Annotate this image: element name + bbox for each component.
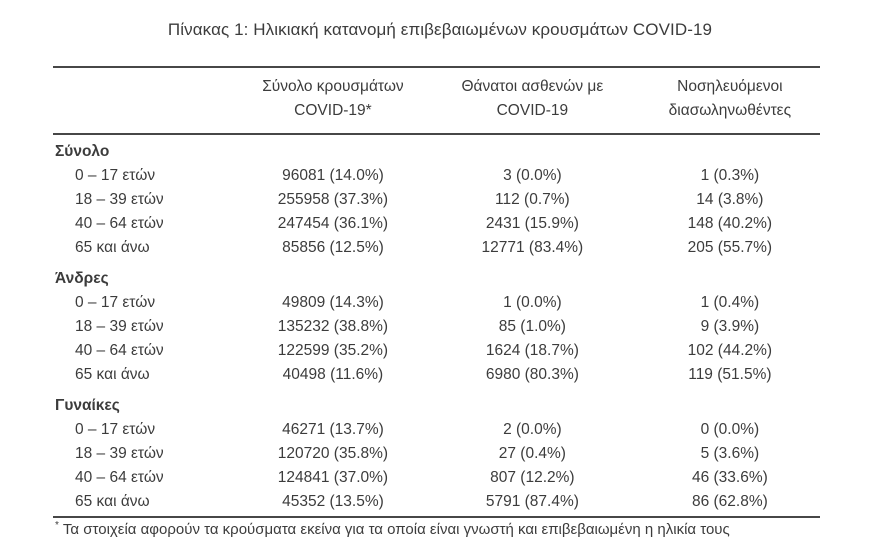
table-bottom-rule [53,516,820,518]
age-cell: 65 και άνω [75,239,150,256]
table-row [53,291,820,315]
intubated-cell: 46 (33.6%) [691,469,768,486]
section-label-cell: Άνδρες [55,270,109,287]
deaths-cell: 1 (0.0%) [503,294,562,311]
age-cell: 0 – 17 ετών [75,294,156,311]
intubated-cell: 119 (51.5%) [688,366,772,383]
deaths-cell: 2 (0.0%) [503,421,562,438]
age-cell: 40 – 64 ετών [75,469,164,486]
header-row [53,67,820,134]
cases-cell: 255958 (37.3%) [277,191,389,208]
intubated-cell: 9 (3.9%) [700,318,760,335]
age-cell: 65 και άνω [75,493,150,510]
age-cell: 18 – 39 ετών [75,318,164,335]
column-header-deaths-line2: COVID-19 [496,102,569,119]
age-cell: 18 – 39 ετών [75,191,164,208]
age-cell: 18 – 39 ετών [75,445,164,462]
footnote-text: Τα στοιχεία αφορούν τα κρούσματα εκείνα για τα οποία είναι γνωστή και επιβεβαιωμένη η ηλικία τους [62,521,730,538]
table-row [53,418,820,442]
section-row-women [53,389,820,418]
table-row [53,490,820,516]
footnote [55,521,820,538]
cases-cell: 45352 (13.5%) [282,493,384,510]
age-cell: 0 – 17 ετών [75,167,156,184]
cases-cell: 124841 (37.0%) [277,469,389,486]
cases-cell: 85856 (12.5%) [282,239,384,256]
age-cell: 40 – 64 ετών [75,342,164,359]
column-header-intubated-line1: Νοσηλευόμενοι [677,78,783,95]
table-row [53,315,820,339]
table-row [53,188,820,212]
deaths-cell: 3 (0.0%) [503,167,562,184]
section-row-men [53,262,820,291]
deaths-cell: 27 (0.4%) [498,445,566,462]
column-header-cases-line1: Σύνολο κρουσμάτων [262,78,404,95]
cases-cell: 46271 (13.7%) [282,421,384,438]
stats-table-wrap [53,66,820,538]
deaths-cell: 112 (0.7%) [495,191,570,208]
intubated-cell: 0 (0.0%) [700,421,760,438]
table-row [53,212,820,236]
deaths-cell: 6980 (80.3%) [485,366,579,383]
intubated-cell: 102 (44.2%) [687,342,773,359]
corner-cell [53,67,241,134]
section-label-cell: Σύνολο [55,143,110,160]
section-row-total [53,134,820,164]
intubated-cell: 148 (40.2%) [687,215,773,232]
intubated-cell: 1 (0.4%) [700,294,760,311]
intubated-cell: 14 (3.8%) [696,191,764,208]
column-header-deaths-line1: Θάνατοι ασθενών με [461,78,604,95]
table-row [53,236,820,262]
cases-cell: 120720 (35.8%) [277,445,389,462]
age-cell: 40 – 64 ετών [75,215,164,232]
table-row [53,164,820,188]
intubated-cell: 1 (0.3%) [700,167,760,184]
deaths-cell: 807 (12.2%) [490,469,575,486]
deaths-cell: 12771 (83.4%) [481,239,584,256]
deaths-cell: 2431 (15.9%) [485,215,579,232]
column-header-cases-line2: COVID-19* [294,102,372,119]
deaths-cell: 85 (1.0%) [498,318,566,335]
age-cell: 0 – 17 ετών [75,421,156,438]
column-header-intubated [640,67,820,134]
table-row [53,339,820,363]
intubated-cell: 205 (55.7%) [687,239,773,256]
table-row [53,363,820,389]
intubated-cell: 5 (3.6%) [700,445,760,462]
cases-cell: 135232 (38.8%) [277,318,389,335]
column-header-cases [241,67,425,134]
column-header-intubated-line2: διασωληνωθέντες [668,102,792,119]
stats-table [53,66,820,516]
column-header-deaths [425,67,640,134]
cases-cell: 96081 (14.0%) [282,167,384,184]
deaths-cell: 1624 (18.7%) [485,342,579,359]
cases-cell: 122599 (35.2%) [277,342,389,359]
footnote-marker: * [55,520,59,531]
cases-cell: 40498 (11.6%) [282,366,384,383]
table-row [53,442,820,466]
intubated-cell: 86 (62.8%) [691,493,768,510]
section-label-cell: Γυναίκες [55,397,120,414]
deaths-cell: 5791 (87.4%) [485,493,579,510]
age-cell: 65 και άνω [75,366,150,383]
cases-cell: 247454 (36.1%) [277,215,389,232]
table-row [53,466,820,490]
cases-cell: 49809 (14.3%) [282,294,384,311]
table-title: Πίνακας 1: Ηλικιακή κατανομή επιβεβαιωμένων κρουσμάτων COVID-19 [167,20,713,39]
